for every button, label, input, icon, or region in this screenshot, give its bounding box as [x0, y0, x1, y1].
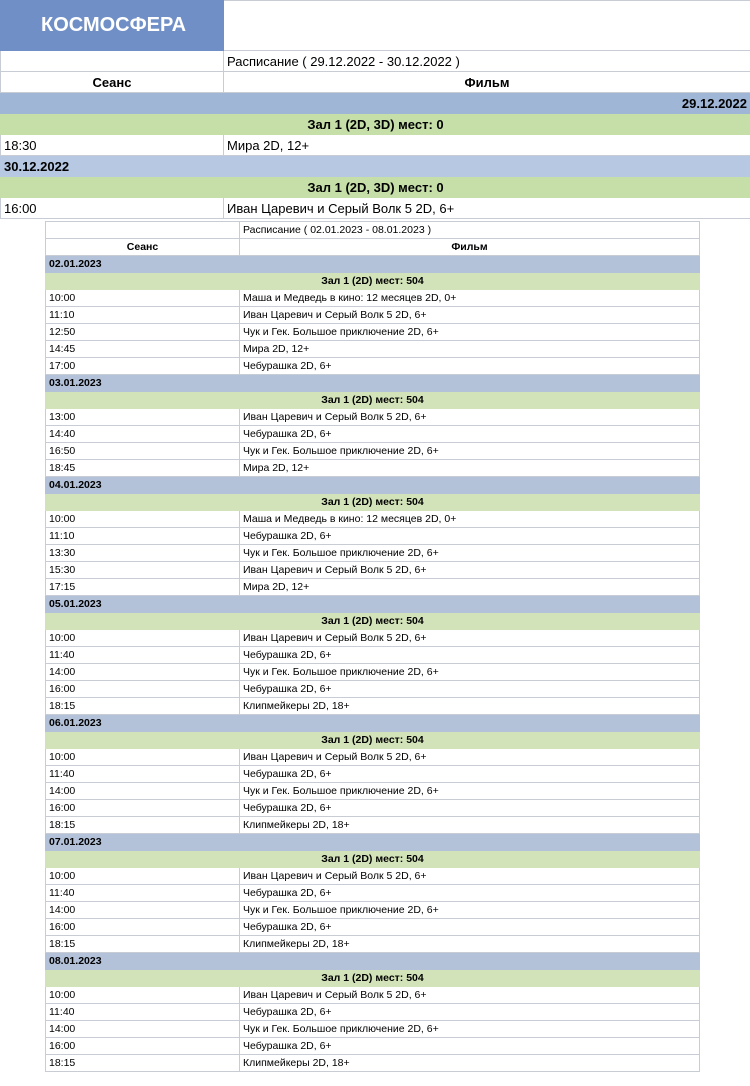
- date-row: [46, 375, 700, 392]
- session-time: 13:00: [46, 409, 240, 426]
- film-title: Чебурашка 2D, 6+: [240, 800, 700, 817]
- hall-row: [1, 114, 750, 135]
- date-label: 07.01.2023: [46, 834, 700, 851]
- film-title: Чук и Гек. Большое приключение 2D, 6+: [240, 664, 700, 681]
- hall-row: [46, 273, 700, 290]
- film-title: Иван Царевич и Серый Волк 5 2D, 6+: [224, 198, 750, 219]
- table-row: [46, 749, 700, 766]
- film-title: Мира 2D, 12+: [224, 135, 750, 156]
- film-title: Чебурашка 2D, 6+: [240, 426, 700, 443]
- date-label: 04.01.2023: [46, 477, 700, 494]
- date-row: [46, 256, 700, 273]
- hall-label: Зал 1 (2D, 3D) мест: 0: [1, 177, 750, 198]
- hall-label: Зал 1 (2D) мест: 504: [46, 392, 700, 409]
- film-title: Чук и Гек. Большое приключение 2D, 6+: [240, 545, 700, 562]
- column-header-film: Фильм: [240, 239, 700, 256]
- session-time: 11:40: [46, 647, 240, 664]
- session-time: 18:15: [46, 1055, 240, 1072]
- session-time: 18:15: [46, 936, 240, 953]
- film-title: Иван Царевич и Серый Волк 5 2D, 6+: [240, 630, 700, 647]
- table-row: [46, 1055, 700, 1072]
- table-row: [46, 664, 700, 681]
- date-label: 08.01.2023: [46, 953, 700, 970]
- hall-row: [46, 613, 700, 630]
- table-row: [46, 902, 700, 919]
- session-time: 11:40: [46, 1004, 240, 1021]
- table-row: [46, 341, 700, 358]
- session-time: 10:00: [46, 987, 240, 1004]
- session-time: 10:00: [46, 868, 240, 885]
- table-row: [46, 817, 700, 834]
- table-row: [46, 579, 700, 596]
- date-row: [46, 715, 700, 732]
- session-time: 16:00: [46, 1038, 240, 1055]
- date-row: [46, 596, 700, 613]
- table-row: [46, 562, 700, 579]
- date-row: [1, 156, 750, 177]
- table-row: [46, 766, 700, 783]
- hall-label: Зал 1 (2D) мест: 504: [46, 732, 700, 749]
- film-title: Клипмейкеры 2D, 18+: [240, 1055, 700, 1072]
- session-time: 11:40: [46, 885, 240, 902]
- session-time: 13:30: [46, 545, 240, 562]
- table-row: [46, 528, 700, 545]
- hall-label: Зал 1 (2D) мест: 504: [46, 273, 700, 290]
- session-time: 14:40: [46, 426, 240, 443]
- empty-cell: [1, 51, 224, 72]
- hall-label: Зал 1 (2D) мест: 504: [46, 970, 700, 987]
- table-row: [46, 647, 700, 664]
- film-title: Мира 2D, 12+: [240, 460, 700, 477]
- schedule-title: Расписание ( 29.12.2022 - 30.12.2022 ): [224, 51, 750, 72]
- film-title: Чук и Гек. Большое приключение 2D, 6+: [240, 1021, 700, 1038]
- film-title: Чук и Гек. Большое приключение 2D, 6+: [240, 783, 700, 800]
- hall-label: Зал 1 (2D) мест: 504: [46, 494, 700, 511]
- date-row: [46, 953, 700, 970]
- schedule-table-1: [0, 0, 750, 219]
- session-time: 12:50: [46, 324, 240, 341]
- session-time: 14:00: [46, 902, 240, 919]
- table-row: [46, 681, 700, 698]
- session-time: 16:00: [46, 681, 240, 698]
- session-time: 10:00: [46, 749, 240, 766]
- table-row: [46, 919, 700, 936]
- hall-label: Зал 1 (2D) мест: 504: [46, 613, 700, 630]
- session-time: 14:00: [46, 1021, 240, 1038]
- table-row: [46, 460, 700, 477]
- hall-row: [46, 494, 700, 511]
- film-title: Чебурашка 2D, 6+: [240, 528, 700, 545]
- date-label: 30.12.2022: [1, 156, 750, 177]
- empty-cell: [46, 222, 240, 239]
- film-title: Иван Царевич и Серый Волк 5 2D, 6+: [240, 562, 700, 579]
- session-time: 15:30: [46, 562, 240, 579]
- film-title: Иван Царевич и Серый Волк 5 2D, 6+: [240, 749, 700, 766]
- hall-row: [46, 732, 700, 749]
- table-row: [46, 698, 700, 715]
- table-row: [46, 987, 700, 1004]
- table-row: [46, 443, 700, 460]
- session-time: 14:00: [46, 783, 240, 800]
- session-time: 14:00: [46, 664, 240, 681]
- session-time: 18:45: [46, 460, 240, 477]
- table-row: [46, 1021, 700, 1038]
- session-time: 11:10: [46, 307, 240, 324]
- film-title: Маша и Медведь в кино: 12 месяцев 2D, 0+: [240, 511, 700, 528]
- table-row: [1, 198, 750, 219]
- table-row: [46, 545, 700, 562]
- column-header-session: Сеанс: [1, 72, 224, 93]
- film-title: Клипмейкеры 2D, 18+: [240, 936, 700, 953]
- session-time: 18:15: [46, 698, 240, 715]
- film-title: Чебурашка 2D, 6+: [240, 681, 700, 698]
- session-time: 10:00: [46, 630, 240, 647]
- schedule-title: Расписание ( 02.01.2023 - 08.01.2023 ): [240, 222, 700, 239]
- film-title: Чебурашка 2D, 6+: [240, 766, 700, 783]
- film-title: Чебурашка 2D, 6+: [240, 919, 700, 936]
- column-header-film: Фильм: [224, 72, 750, 93]
- date-label: 02.01.2023: [46, 256, 700, 273]
- table-row: [46, 324, 700, 341]
- table-row: [46, 936, 700, 953]
- film-title: Иван Царевич и Серый Волк 5 2D, 6+: [240, 409, 700, 426]
- film-title: Чук и Гек. Большое приключение 2D, 6+: [240, 443, 700, 460]
- schedule-table-2: [45, 221, 700, 1072]
- column-header-session: Сеанс: [46, 239, 240, 256]
- film-title: Клипмейкеры 2D, 18+: [240, 817, 700, 834]
- film-title: Чебурашка 2D, 6+: [240, 647, 700, 664]
- session-time: 11:10: [46, 528, 240, 545]
- session-time: 14:45: [46, 341, 240, 358]
- film-title: Иван Царевич и Серый Волк 5 2D, 6+: [240, 868, 700, 885]
- table-row: [46, 409, 700, 426]
- table-row: [46, 630, 700, 647]
- date-row: [1, 93, 750, 114]
- film-title: Маша и Медведь в кино: 12 месяцев 2D, 0+: [240, 290, 700, 307]
- table-row: [46, 511, 700, 528]
- date-row: [46, 834, 700, 851]
- session-time: 16:00: [46, 800, 240, 817]
- date-row: [46, 477, 700, 494]
- film-title: Чук и Гек. Большое приключение 2D, 6+: [240, 324, 700, 341]
- table-row: [46, 1038, 700, 1055]
- film-title: Чебурашка 2D, 6+: [240, 885, 700, 902]
- table-row: [46, 290, 700, 307]
- film-title: Мира 2D, 12+: [240, 579, 700, 596]
- session-time: 18:15: [46, 817, 240, 834]
- table-row: [46, 868, 700, 885]
- film-title: Мира 2D, 12+: [240, 341, 700, 358]
- table-row: [46, 885, 700, 902]
- table-row: [1, 135, 750, 156]
- hall-row: [46, 970, 700, 987]
- date-label: 29.12.2022: [1, 93, 750, 114]
- date-label: 06.01.2023: [46, 715, 700, 732]
- hall-label: Зал 1 (2D) мест: 504: [46, 851, 700, 868]
- table-row: [46, 783, 700, 800]
- film-title: Чебурашка 2D, 6+: [240, 1038, 700, 1055]
- film-title: Чебурашка 2D, 6+: [240, 358, 700, 375]
- hall-row: [46, 392, 700, 409]
- session-time: 11:40: [46, 766, 240, 783]
- table-row: [46, 307, 700, 324]
- date-label: 03.01.2023: [46, 375, 700, 392]
- hall-row: [46, 851, 700, 868]
- session-time: 16:00: [46, 919, 240, 936]
- hall-label: Зал 1 (2D, 3D) мест: 0: [1, 114, 750, 135]
- session-time: 10:00: [46, 511, 240, 528]
- table-row: [46, 358, 700, 375]
- date-label: 05.01.2023: [46, 596, 700, 613]
- film-title: Чук и Гек. Большое приключение 2D, 6+: [240, 902, 700, 919]
- session-time: 17:00: [46, 358, 240, 375]
- session-time: 17:15: [46, 579, 240, 596]
- hall-row: [1, 177, 750, 198]
- brand-logo: КОСМОСФЕРА: [1, 1, 224, 51]
- film-title: Чебурашка 2D, 6+: [240, 1004, 700, 1021]
- session-time: 18:30: [1, 135, 224, 156]
- session-time: 10:00: [46, 290, 240, 307]
- session-time: 16:00: [1, 198, 224, 219]
- film-title: Иван Царевич и Серый Волк 5 2D, 6+: [240, 987, 700, 1004]
- table-row: [46, 1004, 700, 1021]
- empty-cell: [224, 1, 750, 51]
- film-title: Иван Царевич и Серый Волк 5 2D, 6+: [240, 307, 700, 324]
- session-time: 16:50: [46, 443, 240, 460]
- table-row: [46, 426, 700, 443]
- film-title: Клипмейкеры 2D, 18+: [240, 698, 700, 715]
- table-row: [46, 800, 700, 817]
